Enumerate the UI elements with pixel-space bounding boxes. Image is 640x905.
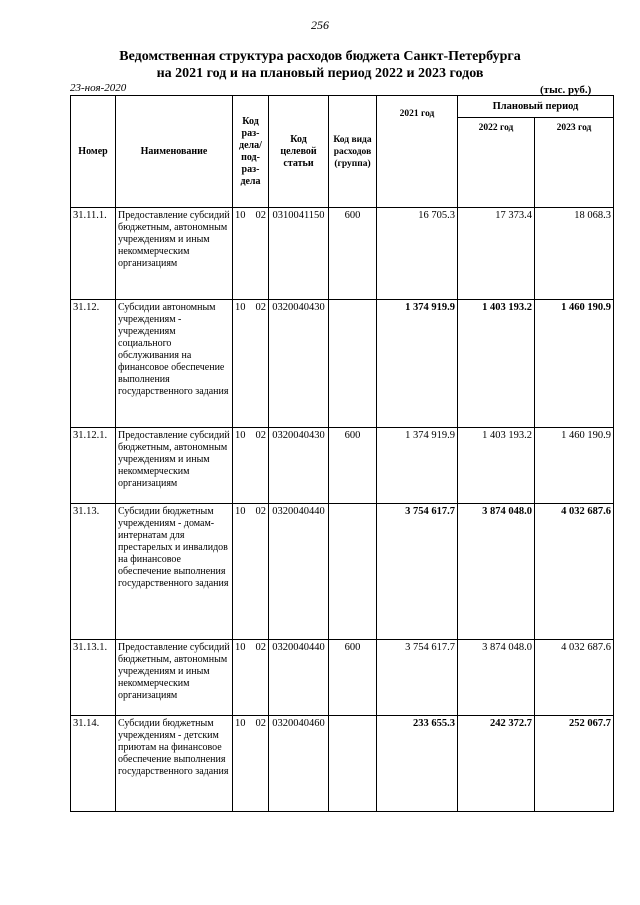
row-number: 31.13. xyxy=(71,504,116,640)
row-target-code: 0320040430 xyxy=(269,300,329,428)
row-2022-value: 3 874 048.0 xyxy=(458,640,535,716)
section-code: 10 xyxy=(235,506,246,517)
section-code: 10 xyxy=(235,642,246,653)
col-header-2021: 2021 год xyxy=(377,96,458,208)
page-number: 256 xyxy=(311,18,329,32)
row-2023-value: 4 032 687.6 xyxy=(535,640,614,716)
document-date: 23-ноя-2020 xyxy=(70,82,127,94)
section-code: 10 xyxy=(235,430,246,441)
row-2021-value: 1 374 919.9 xyxy=(377,300,458,428)
table-row xyxy=(71,504,614,640)
table-row xyxy=(71,208,614,300)
row-2022-value: 242 372.7 xyxy=(458,716,535,812)
section-code: 10 xyxy=(235,302,246,313)
title-line-2: на 2021 год и на плановый период 2022 и 2023 годов xyxy=(156,66,484,81)
row-2022-value: 1 403 193.2 xyxy=(458,428,535,504)
table-row xyxy=(71,428,614,504)
document-title xyxy=(0,48,640,82)
col-header-2022: 2022 год xyxy=(458,118,535,208)
row-section-code xyxy=(233,716,269,812)
row-target-code: 0320040430 xyxy=(269,428,329,504)
subsection-code: 02 xyxy=(255,718,266,729)
row-number: 31.12. xyxy=(71,300,116,428)
row-2023-value: 18 068.3 xyxy=(535,208,614,300)
row-2023-value: 1 460 190.9 xyxy=(535,300,614,428)
subsection-code: 02 xyxy=(255,430,266,441)
row-name: Субсидии автономным учреждениям - учреждениям социального обслуживания на финансовое обеспечение выполнения государственного задания xyxy=(116,300,233,428)
row-expense-type xyxy=(329,716,377,812)
row-section-code xyxy=(233,300,269,428)
row-2021-value: 233 655.3 xyxy=(377,716,458,812)
units-label: (тыс. руб.) xyxy=(540,84,592,96)
row-number: 31.14. xyxy=(71,716,116,812)
table-row xyxy=(71,640,614,716)
row-target-code: 0310041150 xyxy=(269,208,329,300)
row-number: 31.12.1. xyxy=(71,428,116,504)
col-header-section: Код раз-дела/ под-раз-дела xyxy=(233,96,269,208)
row-2022-value: 17 373.4 xyxy=(458,208,535,300)
row-name: Субсидии бюджетным учреждениям - домам-интернатам для престарелых и инвалидов на финансовое обеспечение выполнения государственного задания xyxy=(116,504,233,640)
budget-table xyxy=(70,95,614,812)
col-header-2023: 2023 год xyxy=(535,118,614,208)
row-expense-type: 600 xyxy=(329,640,377,716)
col-header-planned: Плановый период xyxy=(458,96,614,118)
row-2022-value: 3 874 048.0 xyxy=(458,504,535,640)
section-code: 10 xyxy=(235,718,246,729)
row-name: Предоставление субсидий бюджетным, автономным учреждениям и иным некоммерческим организациям xyxy=(116,428,233,504)
row-2021-value: 3 754 617.7 xyxy=(377,640,458,716)
row-2021-value: 3 754 617.7 xyxy=(377,504,458,640)
title-line-1: Ведомственная структура расходов бюджета Санкт-Петербурга xyxy=(119,49,521,64)
row-section-code xyxy=(233,504,269,640)
table-row xyxy=(71,716,614,812)
row-2023-value: 252 067.7 xyxy=(535,716,614,812)
row-2023-value: 1 460 190.9 xyxy=(535,428,614,504)
row-name: Предоставление субсидий бюджетным, автономным учреждениям и иным некоммерческим организациям xyxy=(116,640,233,716)
row-2022-value: 1 403 193.2 xyxy=(458,300,535,428)
row-expense-type: 600 xyxy=(329,208,377,300)
row-section-code xyxy=(233,640,269,716)
row-target-code: 0320040440 xyxy=(269,504,329,640)
row-section-code xyxy=(233,208,269,300)
subsection-code: 02 xyxy=(255,302,266,313)
col-header-expense-type: Код вида расходов (группа) xyxy=(329,96,377,208)
col-header-target: Код целевой статьи xyxy=(269,96,329,208)
row-target-code: 0320040440 xyxy=(269,640,329,716)
col-header-number: Номер xyxy=(71,96,116,208)
row-expense-type xyxy=(329,300,377,428)
row-number: 31.13.1. xyxy=(71,640,116,716)
row-2021-value: 16 705.3 xyxy=(377,208,458,300)
row-2023-value: 4 032 687.6 xyxy=(535,504,614,640)
subsection-code: 02 xyxy=(255,210,266,221)
col-header-name: Наименование xyxy=(116,96,233,208)
row-name: Предоставление субсидий бюджетным, автономным учреждениям и иным некоммерческим организациям xyxy=(116,208,233,300)
row-section-code xyxy=(233,428,269,504)
row-name: Субсидии бюджетным учреждениям - детским приютам на финансовое обеспечение выполнения государственного задания xyxy=(116,716,233,812)
row-number: 31.11.1. xyxy=(71,208,116,300)
row-target-code: 0320040460 xyxy=(269,716,329,812)
row-expense-type xyxy=(329,504,377,640)
row-expense-type: 600 xyxy=(329,428,377,504)
subsection-code: 02 xyxy=(255,642,266,653)
table-row xyxy=(71,300,614,428)
row-2021-value: 1 374 919.9 xyxy=(377,428,458,504)
table-body xyxy=(71,208,614,812)
subsection-code: 02 xyxy=(255,506,266,517)
section-code: 10 xyxy=(235,210,246,221)
